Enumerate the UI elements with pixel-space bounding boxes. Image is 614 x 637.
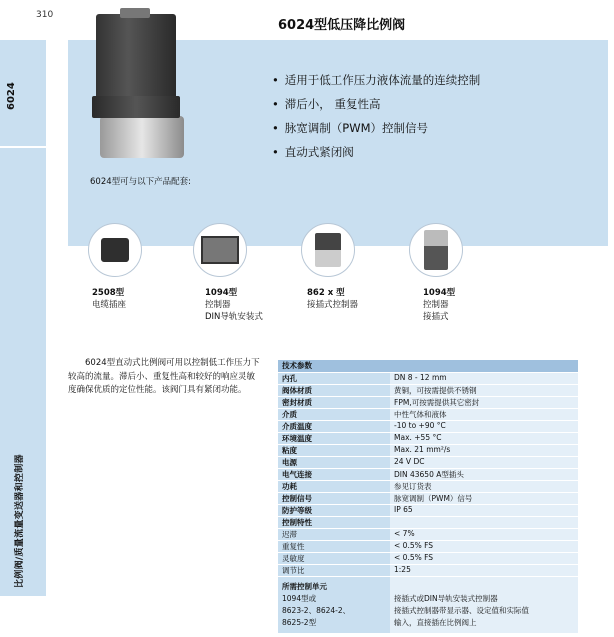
section-code: 6024 [6, 82, 17, 110]
valve-cap-image [120, 8, 150, 18]
table-row: 内孔 DN 8 - 12 mm [278, 373, 578, 385]
plug-in-controller-image [409, 223, 463, 277]
table-row: 所需控制单元 1094型或 8623-2、8624-2、 8625-2型 接插式或DIN导轨安装式控制器 接插式控制器带显示器、设定值和实际值 输入，直接插在比例阀上 [278, 577, 578, 634]
valve-coil-image [96, 14, 176, 100]
accessory-label: 1094型 控制器 DIN导轨安装式 [205, 288, 263, 322]
table-row: 介质 中性气体和液体 [278, 409, 578, 421]
table-row: 阀体材质 黄铜，可按需提供不锈钢 [278, 385, 578, 397]
table-row: 密封材质 FPM,可按需提供其它密封 [278, 397, 578, 409]
table-header: 技术参数 [278, 360, 578, 373]
table-row: 介质温度 -10 to +90 °C [278, 421, 578, 433]
din-controller-image [193, 223, 247, 277]
cable-socket-image [88, 223, 142, 277]
table-row: 电气连接 DIN 43650 A型插头 [278, 469, 578, 481]
table-row: 粘度 Max. 21 mm²/s [278, 445, 578, 457]
table-row: 迟滞 < 7% [278, 529, 578, 541]
accessories-caption: 6024型可与以下产品配套: [90, 177, 191, 187]
accessory-label: 2508型 电缆插座 [92, 288, 127, 310]
accessory-label: 862 x 型 接插式控制器 [307, 288, 359, 310]
feature-item: • 适用于低工作压力液体流量的连续控制 [272, 70, 480, 94]
valve-port-image [100, 116, 184, 158]
tech-spec-table [278, 360, 578, 634]
table-row: 控制信号 脉宽调制（PWM）信号 [278, 493, 578, 505]
feature-item: • 滞后小， 重复性高 [272, 94, 480, 118]
plug-controller-image [301, 223, 355, 277]
accessory-label: 1094型 控制器 接插式 [423, 288, 456, 322]
section-category: 比例阀/质量流量变送器和控制器 [15, 454, 25, 588]
feature-list [272, 70, 480, 166]
feature-item: • 直动式紧闭阀 [272, 142, 480, 166]
table-row: 防护等级 IP 65 [278, 505, 578, 517]
feature-item: • 脉宽调制（PWM）控制信号 [272, 118, 480, 142]
product-description: 6024型直动式比例阀可用以控制低工作压力下较高的流量。滞后小、重复性高和较好的响应灵敏度确保优质的定位性能。该阀门具有紧闭功能。 [68, 358, 260, 395]
page-number: 310 [36, 10, 54, 20]
table-row: 环境温度 Max. +55 °C [278, 433, 578, 445]
table-row: 重复性 < 0.5% FS [278, 541, 578, 553]
table-row: 控制特性 [278, 517, 578, 529]
table-row: 电源 24 V DC [278, 457, 578, 469]
valve-band-image [92, 96, 180, 118]
table-row: 调节比 1:25 [278, 565, 578, 577]
table-row: 功耗 参见订货表 [278, 481, 578, 493]
table-row: 灵敏度 < 0.5% FS [278, 553, 578, 565]
page-title: 6024型低压降比例阀 [278, 18, 406, 33]
